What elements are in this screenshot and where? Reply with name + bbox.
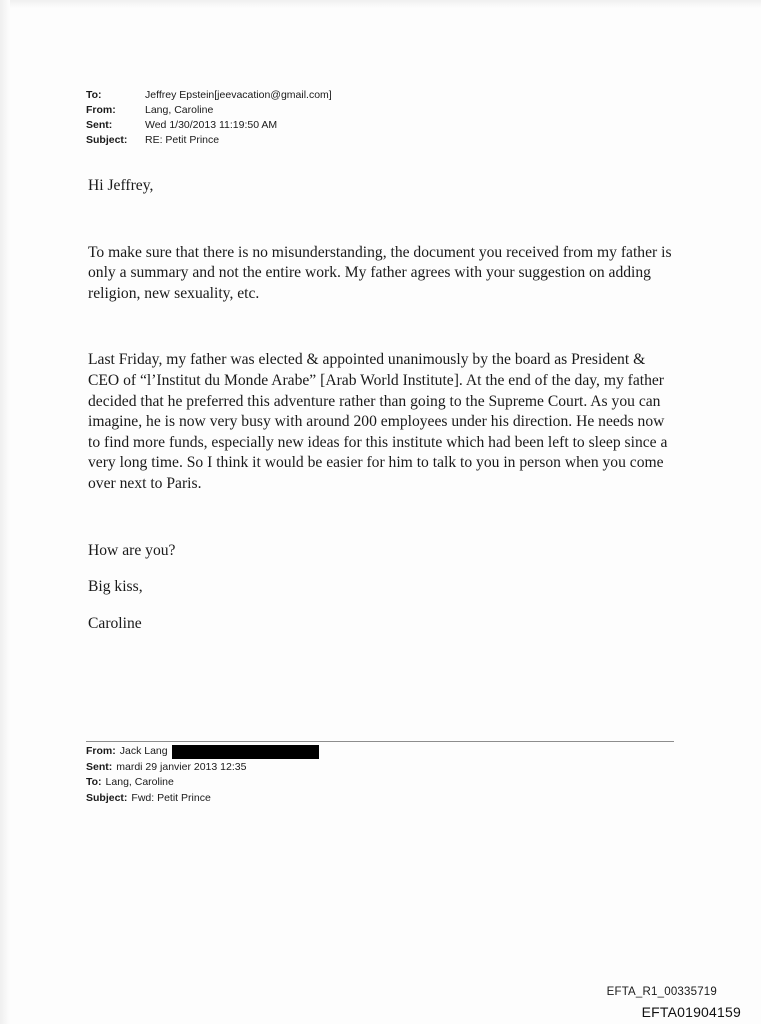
body-greeting: Hi Jeffrey, <box>88 177 154 194</box>
header-row-subject <box>86 133 646 148</box>
page-edge-left <box>0 0 10 1024</box>
header-label-sent: Sent: <box>86 119 113 131</box>
quoted-label-sent: Sent: <box>86 760 113 773</box>
quoted-row-sent <box>86 760 646 776</box>
email-body <box>88 176 676 650</box>
header-value-to: Jeffrey Epstein[jeevacation@gmail.com] <box>145 89 332 101</box>
page-edge-top <box>0 0 761 8</box>
header-label-to: To: <box>86 89 102 101</box>
header-row-sent <box>86 118 646 133</box>
bates-number-top: EFTA_R1_00335719 <box>606 986 717 998</box>
quoted-email-header <box>86 744 646 806</box>
bates-number-bottom: EFTA01904159 <box>641 1004 741 1020</box>
quoted-row-from <box>86 744 646 760</box>
header-value-sent: Wed 1/30/2013 11:19:50 AM <box>145 119 278 131</box>
quoted-value-subject: Fwd: Petit Prince <box>131 791 211 804</box>
quoted-value-sent: mardi 29 janvier 2013 12:35 <box>116 760 247 773</box>
header-value-from: Lang, Caroline <box>145 104 214 116</box>
body-paragraph-2: Last Friday, my father was elected & appointed unanimously by the board as President & CEO of “l’Institut du Monde Arabe” [Arab World Institute]. At the end of the day, my father decided that he preferred this adventure rather than going to the Supreme Court. As you can imagine, he is now very busy with around 200 employees under his direction. He needs now to find more funds, especially new ideas for this institute which had been left to sleep since a very long time. So I think it would be easier for him to talk to you in person when you come over next to Paris. <box>88 351 668 492</box>
header-value-subject: RE: Petit Prince <box>145 134 220 146</box>
quoted-label-to: To: <box>86 776 102 788</box>
body-question: How are you? <box>88 541 176 559</box>
quoted-label-from: From: <box>86 745 116 757</box>
quoted-row-to <box>86 775 646 791</box>
quoted-label-subject: Subject: <box>86 791 128 804</box>
quoted-value-from: Jack Lang <box>119 745 168 757</box>
body-paragraph-1: To make sure that there is no misunderstanding, the document you received from my father is only a summary and not the entire work. My father agrees with your suggestion on adding religion, new sexuality, etc. <box>88 243 672 302</box>
email-header <box>86 88 646 148</box>
header-label-subject: Subject: <box>86 134 128 146</box>
body-sign-off: Big kiss, <box>88 578 143 596</box>
header-row-to <box>86 88 646 103</box>
quoted-value-to: Lang, Caroline <box>105 776 174 788</box>
header-row-from <box>86 103 646 118</box>
quoted-row-subject <box>86 791 646 807</box>
header-label-from: From: <box>86 104 116 116</box>
quoted-divider <box>86 741 674 742</box>
body-signature: Caroline <box>88 614 142 632</box>
redaction-bar <box>172 745 319 759</box>
